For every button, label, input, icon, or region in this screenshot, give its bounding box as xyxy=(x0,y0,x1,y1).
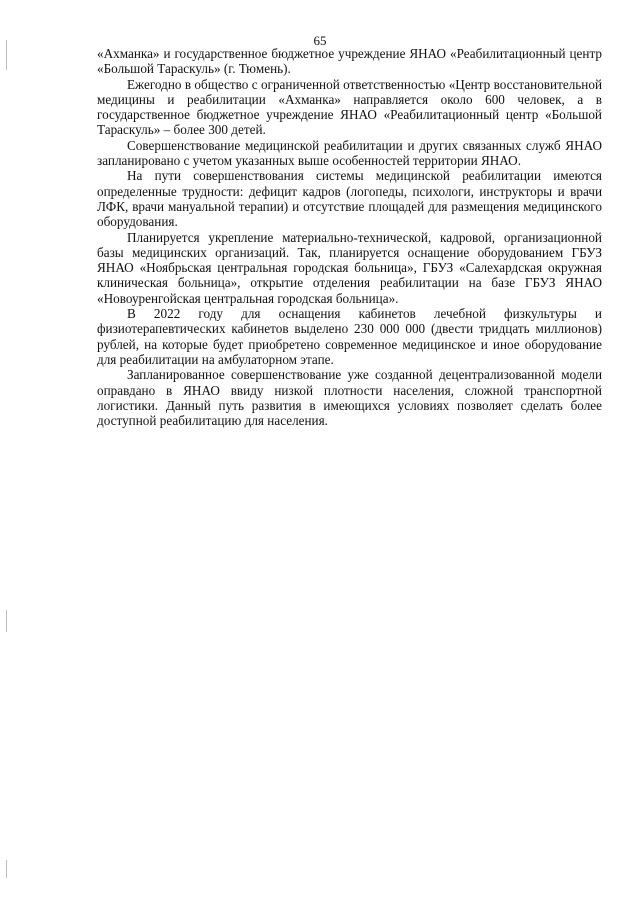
paragraph-2: Ежегодно в общество с ограниченной ответственностью «Центр восстановительной медицины и реабилитации «Ахманка» направляется около 600 человек, а в государственное бюджетное учреждение ЯНАО «Реабилитационный центр «Большой Тараскуль» – более 300 детей. xyxy=(97,76,602,138)
paragraph-6: В 2022 году для оснащения кабинетов лечебной физкультуры и физиотерапевтических кабинетов выделено 230 000 000 (двести тридцать миллионов) рублей, на которые будет приобретено современное медицинское и иное оборудование для реабилитации на амбулаторном этапе. xyxy=(97,306,602,367)
scan-edge-mark-middle xyxy=(6,610,7,632)
paragraph-1: «Ахманка» и государственное бюджетное учреждение ЯНАО «Реабилитационный центр «Большой Тараскуль» (г. Тюмень). xyxy=(97,46,602,77)
document-body xyxy=(97,46,602,428)
paragraph-3: Совершенствование медицинской реабилитации и других связанных служб ЯНАО запланировано с учетом указанных выше особенностей территории ЯНАО. xyxy=(97,137,602,169)
page-number: 65 xyxy=(313,33,327,48)
paragraph-4: На пути совершенствования системы медицинской реабилитации имеются определенные трудности: дефицит кадров (логопеды, психологи, инструкторы и врачи ЛФК, врачи мануальной терапии) и отсутствие площадей для размещения медицинского оборудования. xyxy=(97,168,602,230)
scan-edge-mark-bottom xyxy=(6,860,7,878)
paragraph-7: Запланированное совершенствование уже созданной децентрализованной модели оправдано в ЯНАО ввиду низкой плотности населения, сложной транспортной логистики. Данный путь развития в имеющихся условиях позволяет сделать более доступной реабилитацию для населения. xyxy=(97,367,602,429)
paragraph-5: Планируется укрепление материально-технической, кадровой, организационной базы медицинских организаций. Так, планируется оснащение оборудованием ГБУЗ ЯНАО «Ноябрьская центральная городская больница», ГБУЗ «Салехардская окружная клиническая больница», открытие отделения реабилитации на базе ГБУЗ ЯНАО «Новоуренгойская центральная городская больница». xyxy=(97,229,602,306)
